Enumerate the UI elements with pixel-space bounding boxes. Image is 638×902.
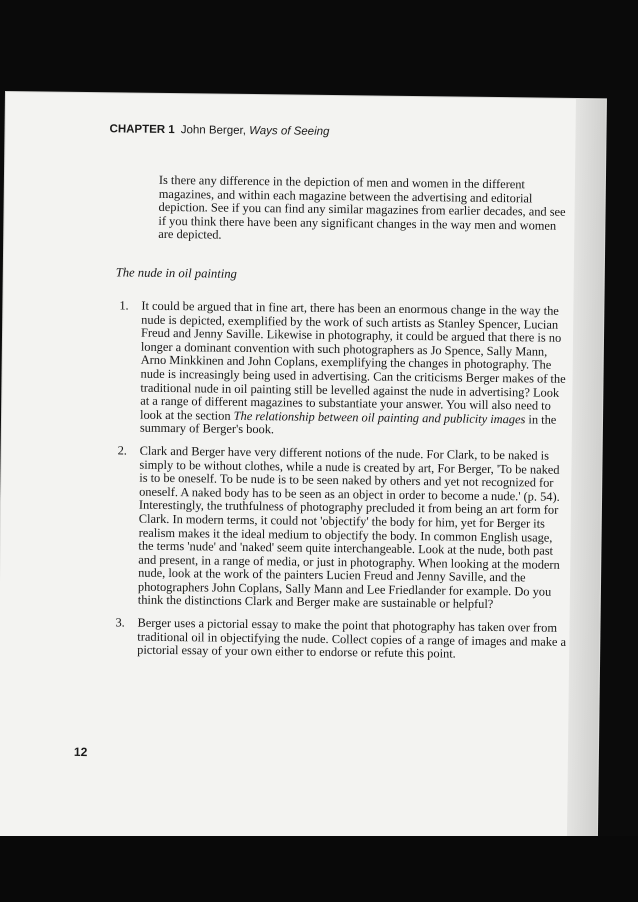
item-italic-text: The relationship between oil painting and publicity images: [233, 408, 526, 427]
running-head: [109, 123, 329, 138]
list-item: [115, 616, 567, 662]
book-page: [0, 92, 606, 844]
running-head-work: Ways of Seeing: [249, 124, 330, 138]
list-item: [118, 299, 572, 440]
item-number: 1.: [119, 298, 129, 313]
intro-paragraph: Is there any difference in the depiction of men and women in the different magazines, and within each magazine between the advertising and editorial depiction. See if you can find any similar magazines from earlier decades, and see if you think there have been any significant changes in the way men and women are depicted.: [158, 172, 566, 243]
item-text-after: in the summary of Berger's book.: [139, 412, 557, 437]
item-text: Berger uses a pictorial essay to make the point that photography has taken over from traditional oil in objectifying the nude. Collect copies of a range of images and make a pictorial essay of your own either to endorse or refute this point.: [137, 615, 567, 661]
scan-top-border: [0, 0, 638, 90]
running-head-author: John Berger,: [180, 124, 250, 137]
question-list: [115, 299, 571, 671]
item-text: Clark and Berger have very different notions of the nude. For Clark, to be naked is simply to be without clothes, while a nude is created by art, For Berger, 'To be naked is to be oneself. To be nude is to be seen naked by others and yet not recognized for oneself. A naked body has to be seen as an object in order to become a nude.' (p. 54). Interestingly, the truthfulness of photography precluded it from being an art form for Clark. In modern terms, it could not 'objectify' the body for him, yet for Berger its realism makes it the ideal medium to objectify the body. In common English usage, the terms 'nude' and 'naked' seem quite interchangeable. Look at the nude, both past and present, in a range of media, or just in photography. When looking at the modern nude, look at the work of the painters Lucien Freud and Jenny Saville, and the photographers John Coplans, Sally Mann and Lee Friedlander for example. Do you think the distinctions Clark and Berger make are sustainable or helpful?: [137, 443, 560, 612]
section-heading: The nude in oil painting: [115, 265, 237, 281]
item-number: 3.: [115, 615, 125, 630]
item-text: It could be argued that in fine art, there has been an enormous change in the way the nude is depicted, exemplified by the work of such artists as Stanley Spencer, Lucian Freud and Jenny Saville. Likewise in photography, it could be argued that there is no longer a dominant convention with such photographers as Jo Spence, Sally Mann, Arno Minkkinen and John Coplans, exemplifying the changes in photography. The nude is increasingly being used in advertising. Can the criticisms Berger makes of the traditional nude in oil painting still be levelled against the nude in advertising? Look at a range of different magazines to substantiate your answer. You will also need to look at the section: [139, 298, 566, 423]
item-number: 2.: [117, 443, 128, 458]
scan-bottom-border: [0, 836, 638, 902]
chapter-label: CHAPTER 1: [109, 123, 175, 137]
list-item: [116, 444, 570, 613]
page-number: 12: [73, 744, 88, 760]
page-edge-shadow: [567, 99, 606, 844]
